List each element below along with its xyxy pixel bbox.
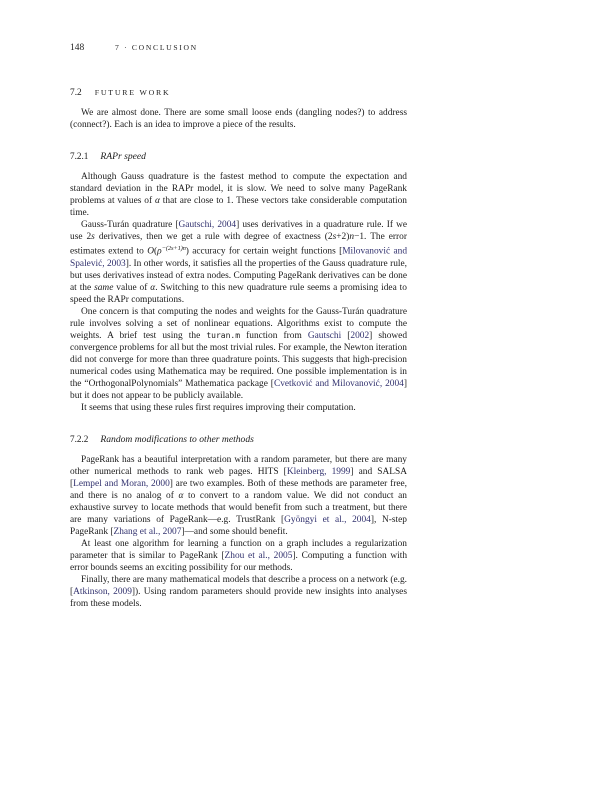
text-segment: ], N-step PageRank [ [70,514,407,537]
text-segment: ] and SALSA [ [70,466,407,489]
text-segment: PageRank has a beautiful interpretation with a random parameter, but there are many other numerical methods to rank web pages. HITS [ [70,454,407,477]
text-segment: same [94,282,114,293]
citation-link[interactable]: Atkinson, 2009 [73,586,132,597]
text-segment: O [147,246,154,257]
citation-link[interactable]: Gautschi [307,330,342,341]
text-segment: ]. In other words, it satisfies all the properties of the Gauss quadrature rule, but uses derivatives instead of extra nodes. Computing PageRank derivatives can be done at the [70,258,407,293]
section-heading [70,87,407,99]
text-segment: s [91,232,95,242]
citation-link[interactable]: Zhou et al., 2005 [224,550,293,561]
text-segment: One concern is that computing the nodes and weights for the Gauss-Turán quadrature rule involves solving a set of nonlinear equations. Algorithms exist to compute the weights. A brief test using the [70,306,407,341]
citation-link[interactable]: Milovanović and Spalević, 2003 [70,246,408,269]
text-segment: value of [113,282,151,293]
paragraph [70,454,407,538]
subsection-heading [70,150,407,163]
text-segment: ) accuracy for certain weight functions [ [185,246,343,257]
text-segment: that are close to 1. These vectors take considerable computation time. [70,196,407,218]
citation-link[interactable]: 2002 [350,330,370,341]
text-segment: −1. The error estimates extend to [70,232,407,257]
citation-link[interactable]: Zhang et al., 2007 [113,526,182,537]
text-segment: ]. Computing a function with error bounds seems an exciting possibility for our methods. [70,550,408,573]
text-segment: +2) [336,232,350,242]
text-segment: ]—and some should benefit. [181,526,288,537]
text-segment: . Switching to this new quadrature rule seems a promising idea to speed the RAPr computations. [70,282,407,305]
subsection-number: 7.2.2 [70,433,89,444]
text-segment: turan.m [206,330,241,340]
subsection-title: Random modifications to other methods [100,433,254,445]
text-segment: ] uses derivatives in a quadrature rule. If we use 2 [70,220,408,242]
subsection-title: RAPr speed [100,151,146,162]
page-number: 148 [70,43,85,53]
text-segment: s [332,232,337,242]
text-segment: Gauss-Turán quadrature [ [81,220,179,230]
text-segment: ( [153,246,158,257]
running-header [70,0,612,55]
text-segment: n [349,232,355,242]
paragraph [70,574,407,610]
text-segment: Although Gauss quadrature is the fastest method to compute the expectation and standard deviation in the RAPr model, it is slow. We need to solve many PageRank problems at values of [70,172,407,206]
text-column [70,87,407,610]
text-segment: [ [341,330,351,341]
text-segment: α [150,282,156,293]
paragraph [70,306,407,402]
subsection-heading [70,433,407,446]
section-title: FUTURE WORK [94,88,171,97]
section-number: 7.2 [70,88,82,98]
text-segment: to convert to a random value. We did not conduct an exhaustive survey to locate methods that would benefit from such a treatment, but there are many variations of PageRank—e.g. TrustRank [ [70,490,407,525]
citation-link[interactable]: Cvetković and Milovanović, 2004 [273,378,404,389]
text-segment: α [154,196,160,206]
text-segment: function from [240,330,308,341]
text-segment: α [178,490,184,501]
subsection-number: 7.2.1 [70,151,89,161]
paragraph [70,107,407,131]
paragraph [70,171,407,219]
text-segment: −(2s+1)n [161,245,186,252]
text-segment: At least one algorithm for learning a function on a graph includes a regularization parameter that is similar to PageRank [ [70,538,407,561]
citation-link[interactable]: Kleinberg, 1999 [286,466,351,477]
text-segment: ρ [157,246,162,257]
paragraph [70,538,407,574]
text-segment: We are almost done. There are some small loose ends (dangling nodes?) to address (connect?). Each is an idea to improve a piece of the results. [70,108,407,130]
text-segment: It seems that using these rules first requires improving their computation. [81,402,356,413]
text-segment: Finally, there are many mathematical models that describe a process on a network (e.g. [ [70,574,407,597]
text-segment: ]). Using random parameters should provide new insights into analyses from these models. [70,586,407,609]
paragraph [70,219,407,306]
citation-link[interactable]: Lempel and Moran, 2000 [73,478,170,489]
running-chapter-title: 7 · CONCLUSION [115,43,198,52]
citation-link[interactable]: Gautschi, 2004 [178,220,237,230]
text-segment: ] but it does not appear to be publicly available. [70,378,407,401]
text-segment: ] are two examples. Both of these methods are parameter free, and there is no analog of [70,478,407,501]
citation-link[interactable]: Gyöngyi et al., 2004 [284,514,371,525]
text-segment: ] showed convergence problems for all but the most trivial rules. For example, the Newton iteration did not converge for more than three quadrature points. This suggests that high-precision numerical codes using Mathematica may be required. One possible implementation is in the “OrthogonalPolynomials” Mathematica package [ [70,330,408,389]
paragraph [70,402,407,414]
text-segment: derivatives, then we get a rule with degree of exactness (2 [94,232,333,242]
